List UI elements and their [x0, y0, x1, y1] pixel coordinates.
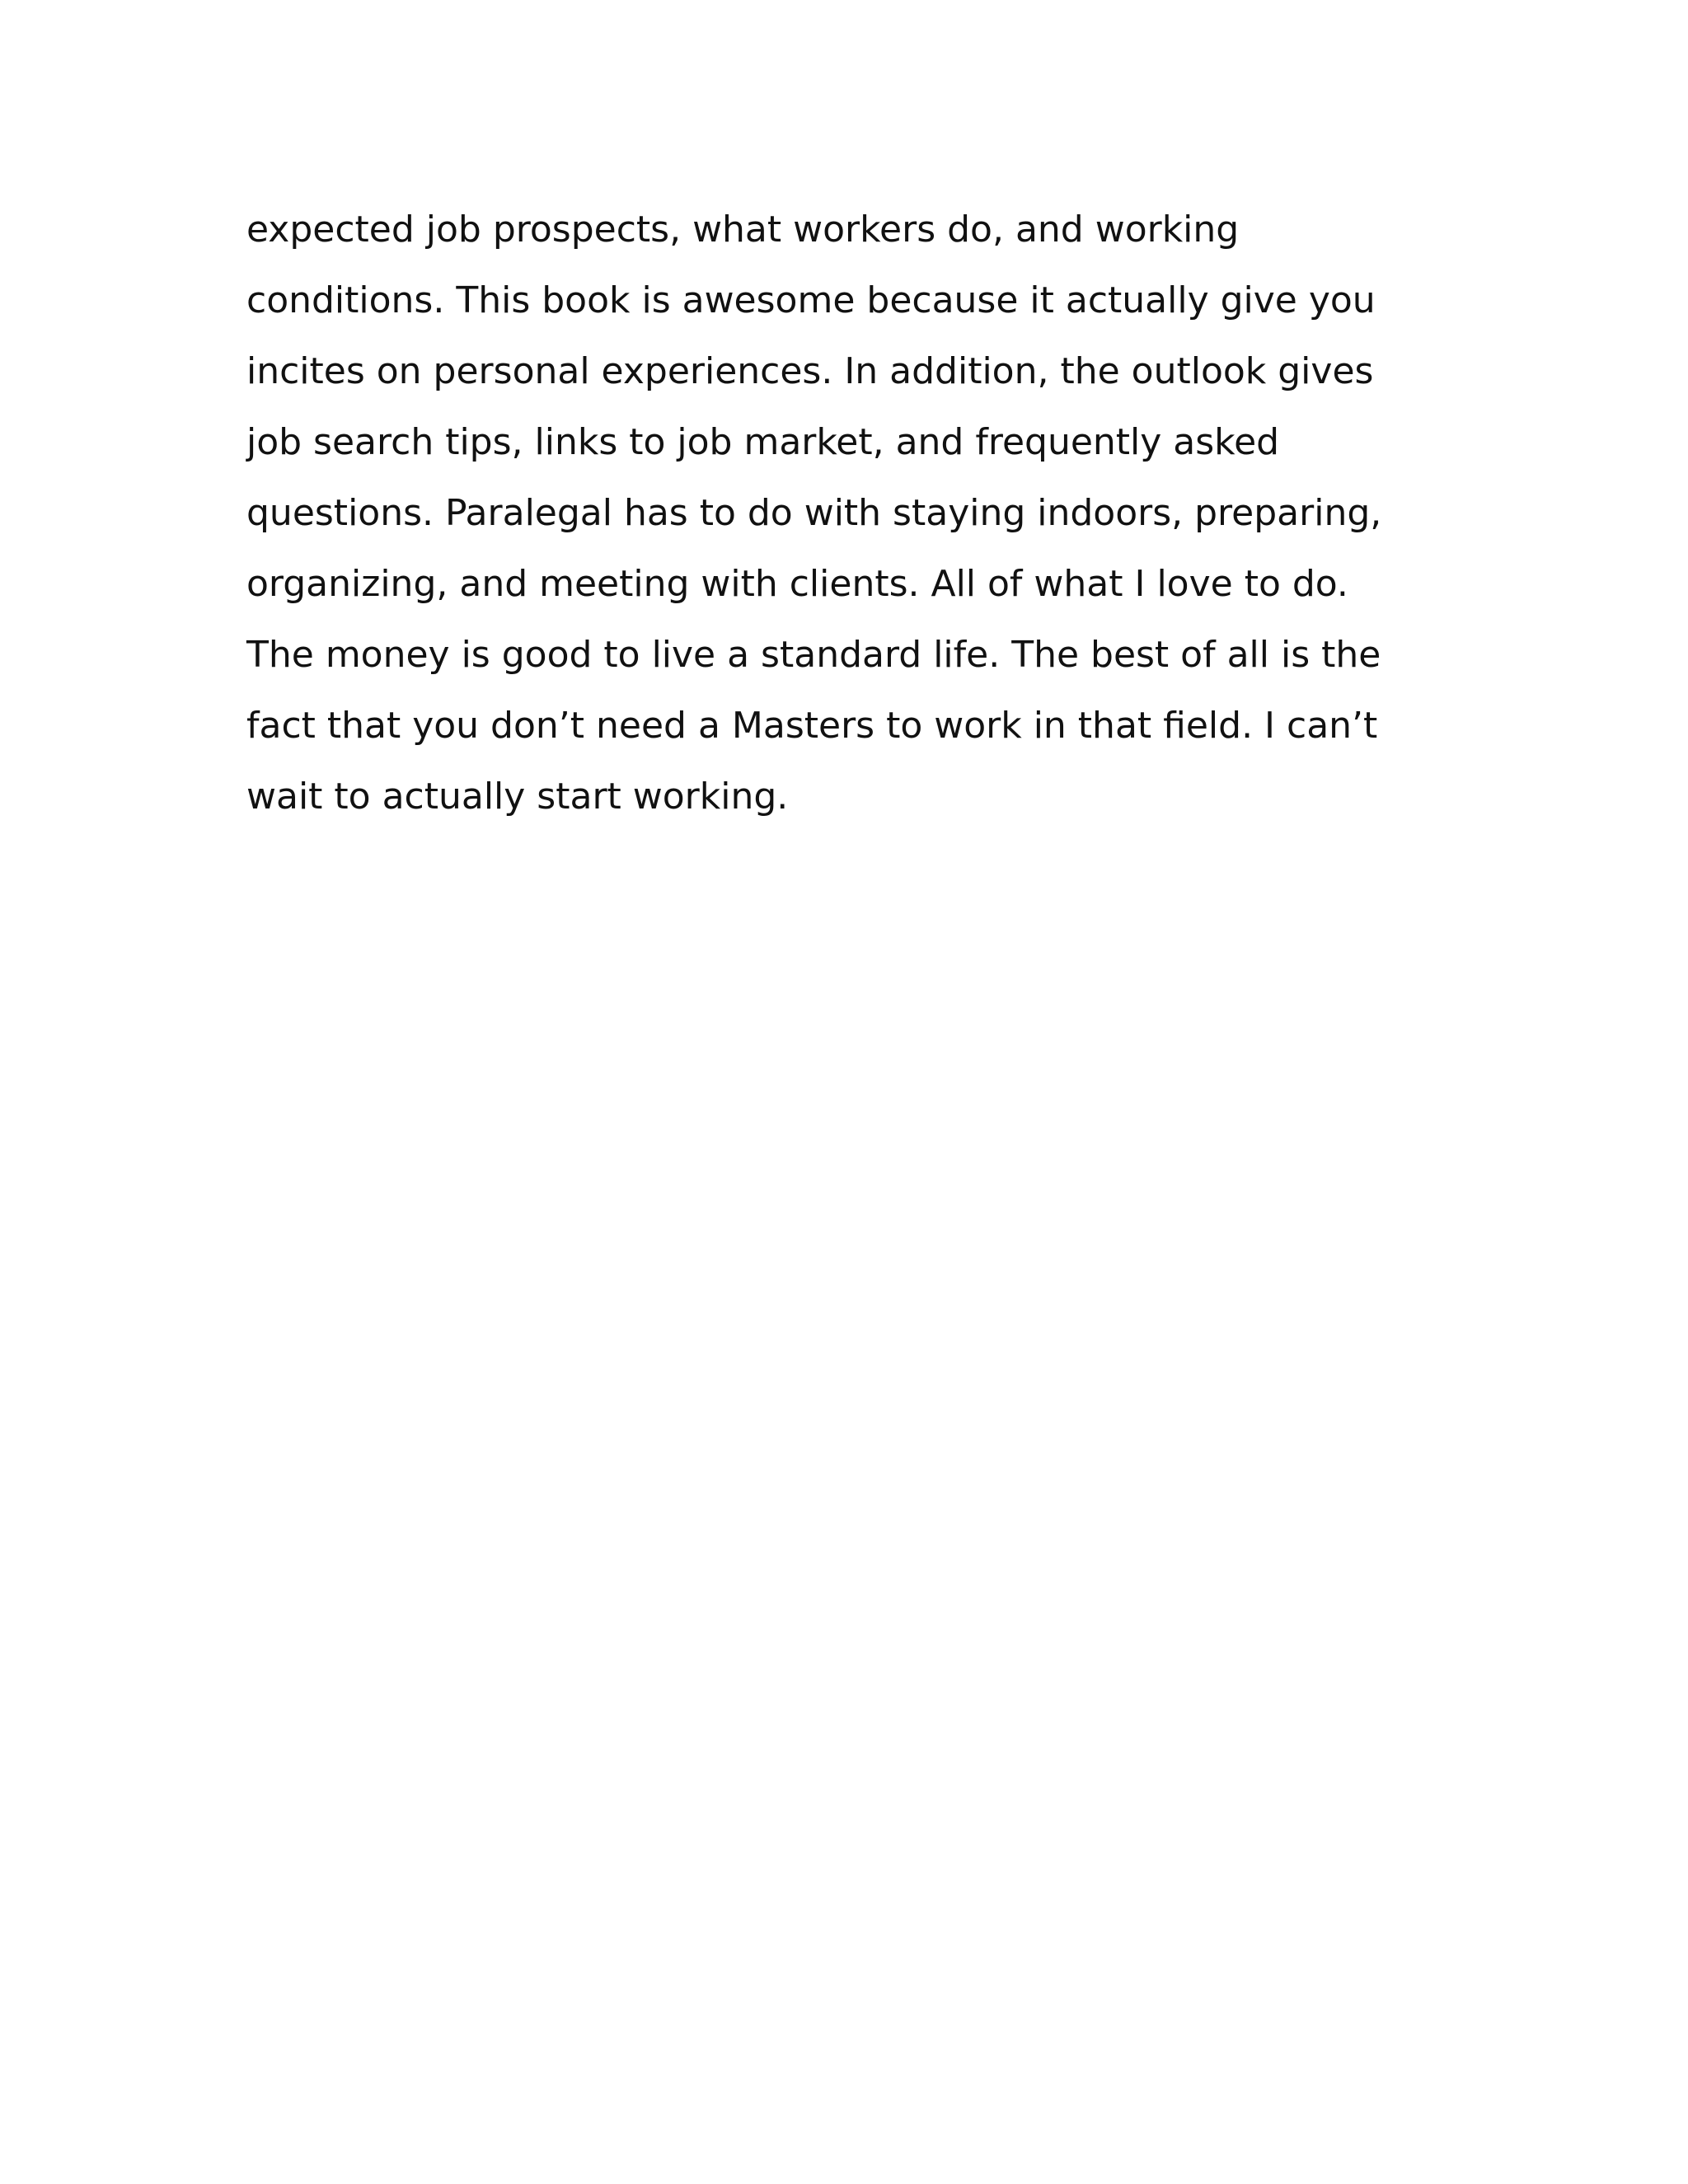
- paragraph-line: organizing, and meeting with clients. All of what I love to do.: [246, 563, 1348, 605]
- paragraph-line: job search tips, links to job market, and frequently asked: [246, 421, 1280, 463]
- paragraph-line: wait to actually start working.: [246, 776, 789, 818]
- paragraph-line: fact that you don’t need a Masters to work in that field. I can’t: [246, 705, 1378, 747]
- paragraph-line: incites on personal experiences. In addition, the outlook gives: [246, 350, 1374, 392]
- paragraph-line: questions. Paralegal has to do with staying indoors, preparing,: [246, 492, 1382, 534]
- paragraph-line: expected job prospects, what workers do, and working: [246, 209, 1240, 251]
- paragraph-line: conditions. This book is awesome because it actually give you: [246, 279, 1376, 321]
- body-paragraph: [246, 194, 1450, 832]
- paragraph-line: The money is good to live a standard life. The best of all is the: [246, 634, 1381, 676]
